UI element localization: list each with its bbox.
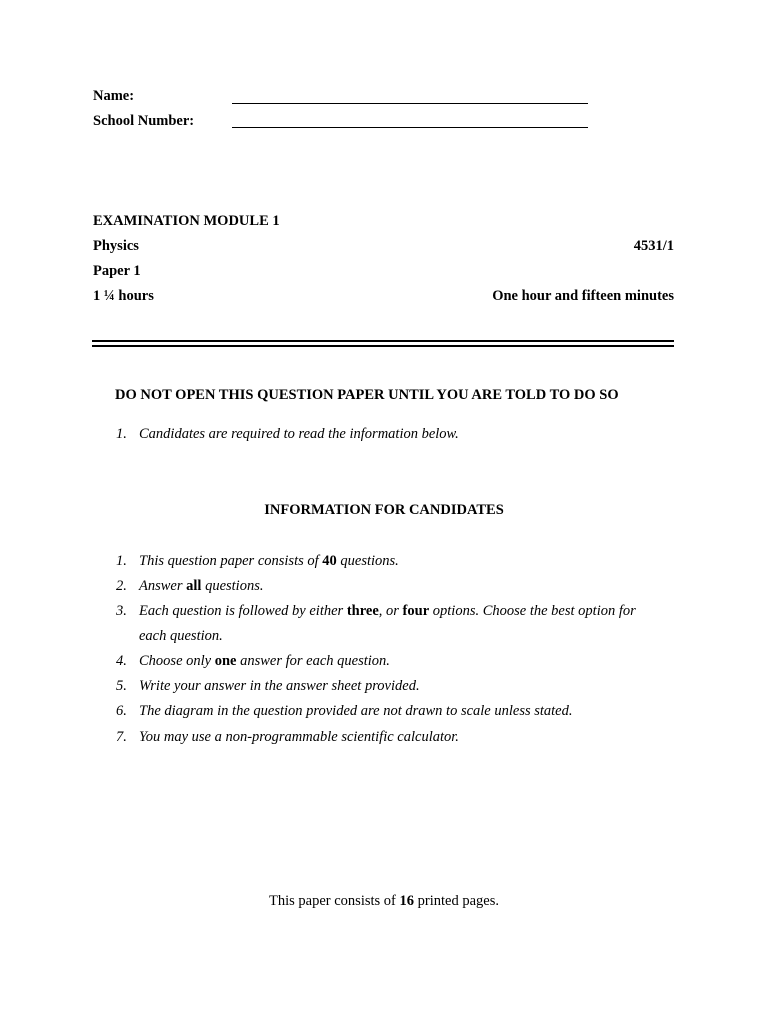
- info-heading: INFORMATION FOR CANDIDATES: [264, 502, 504, 518]
- do-not-open-warning: DO NOT OPEN THIS QUESTION PAPER UNTIL YOU ARE TOLD TO DO SO: [115, 387, 619, 403]
- info-item-number: 3.: [116, 603, 127, 619]
- exam-code: 4531/1: [633, 238, 674, 254]
- exam-duration: 1 ¼ hours: [93, 288, 154, 304]
- info-item-text: Each question is followed by either three, or four options. Choose the best option for: [139, 603, 636, 619]
- pre-instruction-text: Candidates are required to read the information below.: [139, 426, 459, 442]
- exam-module-title: EXAMINATION MODULE 1: [93, 213, 280, 229]
- info-item-text: This question paper consists of 40 questions.: [139, 553, 399, 569]
- info-item-number: 2.: [116, 578, 127, 594]
- info-item-number: 7.: [116, 729, 127, 745]
- divider-rule-top: [92, 340, 674, 342]
- info-item-text: The diagram in the question provided are not drawn to scale unless stated.: [139, 703, 573, 719]
- exam-paper: Paper 1: [93, 263, 141, 279]
- info-item-text: Choose only one answer for each question.: [139, 653, 390, 669]
- info-item-number: 4.: [116, 653, 127, 669]
- info-item-text: Answer all questions.: [139, 578, 264, 594]
- name-label: Name:: [93, 88, 135, 104]
- exam-subject: Physics: [93, 238, 139, 254]
- divider-rule-bottom: [92, 345, 674, 347]
- info-item-text: Write your answer in the answer sheet provided.: [139, 678, 420, 694]
- exam-duration-text: One hour and fifteen minutes: [492, 288, 674, 304]
- info-item-number: 6.: [116, 703, 127, 719]
- info-item-number: 1.: [116, 553, 127, 569]
- info-item-text: You may use a non-programmable scientific calculator.: [139, 729, 459, 745]
- info-item-number: 5.: [116, 678, 127, 694]
- page-count-footer: This paper consists of 16 printed pages.: [269, 893, 499, 909]
- pre-instruction-number: 1.: [116, 426, 127, 442]
- name-field[interactable]: [232, 103, 588, 104]
- school-number-label: School Number:: [93, 113, 195, 129]
- school-number-field[interactable]: [232, 127, 588, 128]
- info-item-text-continued: each question.: [139, 628, 223, 644]
